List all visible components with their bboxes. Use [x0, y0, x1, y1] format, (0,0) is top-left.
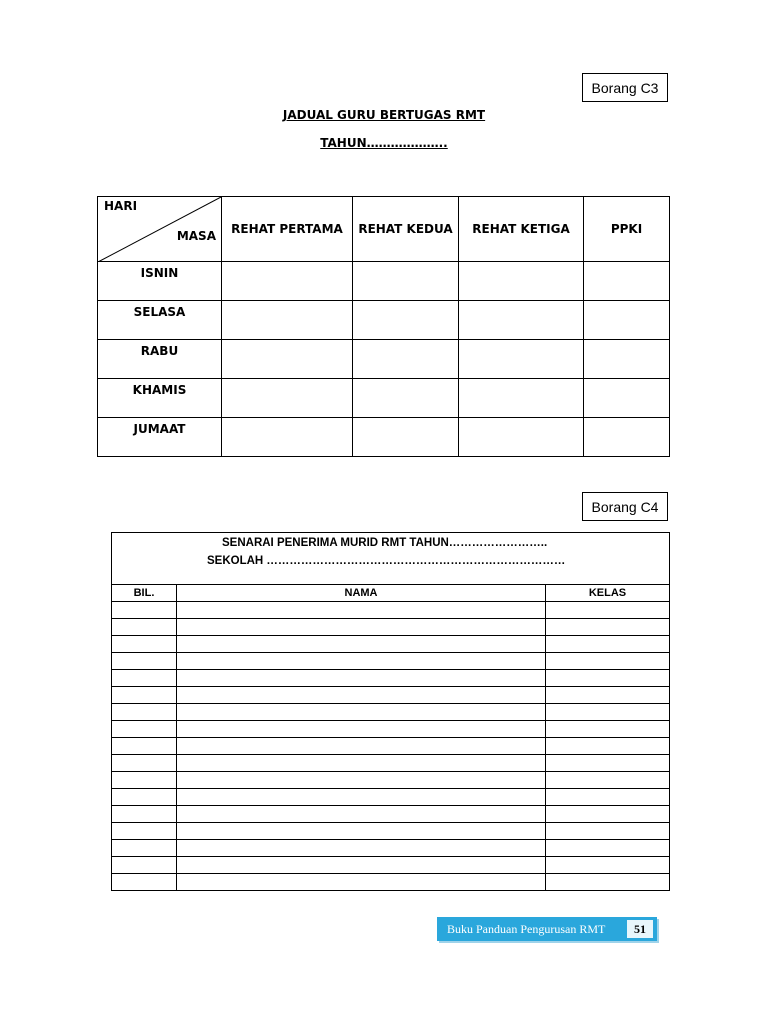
bil-cell[interactable]: [112, 653, 177, 670]
table-row: [112, 687, 670, 704]
col-header-rehat-ketiga: REHAT KETIGA: [459, 197, 584, 262]
c4-heading-line2: SEKOLAH ……………………………………………………………………: [207, 555, 566, 567]
nama-cell[interactable]: [177, 738, 546, 755]
c4-heading-box: [111, 532, 670, 585]
col-header-rehat-kedua: REHAT KEDUA: [353, 197, 459, 262]
schedule-cell[interactable]: [222, 262, 353, 301]
table-row: [112, 823, 670, 840]
nama-cell[interactable]: [177, 823, 546, 840]
bil-cell[interactable]: [112, 874, 177, 891]
nama-cell[interactable]: [177, 670, 546, 687]
kelas-cell[interactable]: [546, 755, 670, 772]
kelas-cell[interactable]: [546, 823, 670, 840]
corner-hari: HARI: [104, 199, 138, 213]
col-header-rehat-pertama: REHAT PERTAMA: [222, 197, 353, 262]
kelas-cell[interactable]: [546, 602, 670, 619]
bil-cell[interactable]: [112, 738, 177, 755]
day-jumaat: JUMAAT: [98, 418, 222, 457]
day-isnin: ISNIN: [98, 262, 222, 301]
nama-cell[interactable]: [177, 721, 546, 738]
nama-cell[interactable]: [177, 857, 546, 874]
borang-c3-label: [582, 73, 668, 102]
borang-c4-label: [582, 492, 668, 521]
table-row: [112, 874, 670, 891]
table-row: [112, 704, 670, 721]
table-row: [112, 772, 670, 789]
kelas-cell[interactable]: [546, 806, 670, 823]
kelas-cell[interactable]: [546, 670, 670, 687]
kelas-cell[interactable]: [546, 619, 670, 636]
student-list-table: [111, 584, 670, 891]
schedule-cell[interactable]: [584, 262, 670, 301]
schedule-cell[interactable]: [353, 262, 459, 301]
bil-cell[interactable]: [112, 772, 177, 789]
nama-cell[interactable]: [177, 772, 546, 789]
table-row: [112, 755, 670, 772]
nama-cell[interactable]: [177, 636, 546, 653]
table-row: [112, 636, 670, 653]
kelas-cell[interactable]: [546, 653, 670, 670]
nama-cell[interactable]: [177, 653, 546, 670]
schedule-cell[interactable]: [222, 340, 353, 379]
table-row: [112, 619, 670, 636]
schedule-cell[interactable]: [222, 418, 353, 457]
table-row: [112, 738, 670, 755]
bil-cell[interactable]: [112, 840, 177, 857]
bil-cell[interactable]: [112, 619, 177, 636]
schedule-cell[interactable]: [222, 301, 353, 340]
schedule-cell[interactable]: [353, 340, 459, 379]
bil-cell[interactable]: [112, 789, 177, 806]
duty-schedule-table: [97, 196, 670, 457]
c3-title: JADUAL GURU BERTUGAS RMT: [282, 108, 486, 122]
table-row: [112, 602, 670, 619]
nama-cell[interactable]: [177, 687, 546, 704]
table-row: [112, 670, 670, 687]
kelas-cell[interactable]: [546, 687, 670, 704]
nama-cell[interactable]: [177, 840, 546, 857]
table-row: [112, 857, 670, 874]
schedule-cell[interactable]: [459, 340, 584, 379]
schedule-cell[interactable]: [584, 379, 670, 418]
footer-text: Buku Panduan Pengurusan RMT: [447, 921, 606, 936]
schedule-cell[interactable]: [353, 301, 459, 340]
col-header-nama: NAMA: [177, 585, 546, 602]
nama-cell[interactable]: [177, 619, 546, 636]
nama-cell[interactable]: [177, 806, 546, 823]
kelas-cell[interactable]: [546, 840, 670, 857]
kelas-cell[interactable]: [546, 857, 670, 874]
bil-cell[interactable]: [112, 602, 177, 619]
schedule-cell[interactable]: [584, 301, 670, 340]
nama-cell[interactable]: [177, 789, 546, 806]
schedule-cell[interactable]: [459, 379, 584, 418]
kelas-cell[interactable]: [546, 789, 670, 806]
kelas-cell[interactable]: [546, 874, 670, 891]
day-rabu: RABU: [98, 340, 222, 379]
bil-cell[interactable]: [112, 857, 177, 874]
table-row: [112, 653, 670, 670]
bil-cell[interactable]: [112, 806, 177, 823]
footer-banner: [437, 917, 657, 941]
schedule-cell[interactable]: [222, 379, 353, 418]
table-row: [112, 789, 670, 806]
nama-cell[interactable]: [177, 602, 546, 619]
col-header-bil: BIL.: [112, 585, 177, 602]
schedule-cell[interactable]: [584, 418, 670, 457]
nama-cell[interactable]: [177, 704, 546, 721]
bil-cell[interactable]: [112, 755, 177, 772]
day-selasa: SELASA: [98, 301, 222, 340]
schedule-cell[interactable]: [353, 379, 459, 418]
bil-cell[interactable]: [112, 636, 177, 653]
schedule-cell[interactable]: [459, 262, 584, 301]
c4-heading-line1: SENARAI PENERIMA MURID RMT TAHUN……………………..: [222, 537, 548, 549]
kelas-cell[interactable]: [546, 721, 670, 738]
borang-c3-label-text: Borang C3: [591, 79, 659, 96]
schedule-cell[interactable]: [459, 301, 584, 340]
corner-masa: MASA: [176, 229, 216, 243]
table-row: [112, 806, 670, 823]
kelas-cell[interactable]: [546, 704, 670, 721]
bil-cell[interactable]: [112, 687, 177, 704]
schedule-cell[interactable]: [584, 340, 670, 379]
page-number: 51: [627, 920, 653, 938]
bil-cell[interactable]: [112, 823, 177, 840]
col-header-ppki: PPKI: [584, 197, 670, 262]
bil-cell[interactable]: [112, 721, 177, 738]
kelas-cell[interactable]: [546, 772, 670, 789]
nama-cell[interactable]: [177, 755, 546, 772]
schedule-cell[interactable]: [459, 418, 584, 457]
table-row: [112, 721, 670, 738]
col-header-kelas: KELAS: [546, 585, 670, 602]
corner-header-cell: [98, 197, 222, 262]
borang-c4-label-text: Borang C4: [591, 498, 659, 515]
table-row: [112, 840, 670, 857]
kelas-cell[interactable]: [546, 636, 670, 653]
day-khamis: KHAMIS: [98, 379, 222, 418]
schedule-cell[interactable]: [353, 418, 459, 457]
bil-cell[interactable]: [112, 670, 177, 687]
nama-cell[interactable]: [177, 874, 546, 891]
c3-year-line: TAHUN………………..: [320, 136, 448, 150]
kelas-cell[interactable]: [546, 738, 670, 755]
bil-cell[interactable]: [112, 704, 177, 721]
